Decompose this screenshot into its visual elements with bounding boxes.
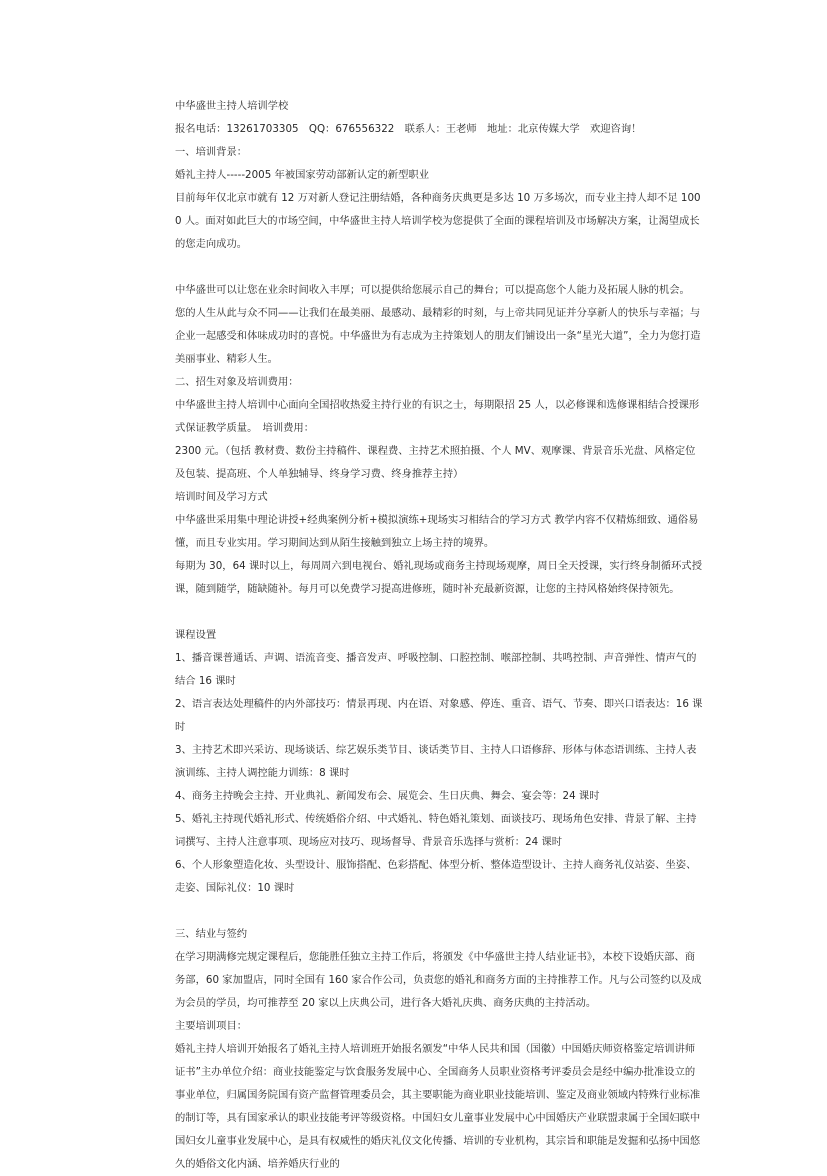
course-item: 2、语言表达处理稿件的内外部技巧：情景再现、内在语、对象感、停连、重音、语气、节奏、即兴口语表达：16 课时 [175, 698, 703, 733]
school-name: 中华盛世主持人培训学校 [175, 100, 289, 112]
enrollment-subtitle: 培训时间及学习方式 [175, 491, 268, 503]
background-para-3: 中华盛世可以让您在业余时间收入丰厚；可以提供给您展示自己的舞台；可以提高您个人能力及拓展人脉的机会。 [175, 284, 690, 296]
section-title-background: 一、培训背景： [175, 146, 248, 158]
background-para-4: 您的人生从此与众不同——让我们在最美丽、最感动、最精彩的时刻，与上帝共同见证并分享新人的快乐与幸福；与企业一起感受和体味成功时的喜悦。中华盛世为有志成为主持策划人的朋友们铺设出一条“星光大道”，全力为您打造美丽事业、精彩人生。 [175, 307, 701, 365]
section-title-graduation: 三、结业与签约 [175, 928, 248, 940]
course-title: 课程设置 [175, 629, 217, 641]
contact-line: 报名电话：13261703305 QQ：676556322 联系人：王老师 地址：北京传媒大学 欢迎咨询！ [175, 123, 642, 135]
graduation-para-2: 婚礼主持人培训开始报名了婚礼主持人培训班开始报名颁发“中华人民共和国（国徽）中国婚庆师资格鉴定培训讲师证书”主办单位介绍：商业技能鉴定与饮食服务发展中心、全国商务人员职业资格考评委员会是经中编办批准设立的事业单位，归属国务院国有资产监督管理委员会，其主要职能为商业职业技能培训、鉴定及商业领域内特殊行业标准的制订等，具有国家承认的职业技能考评等级资格。中国妇女儿童事业发展中心中国婚庆产业联盟隶属于全国妇联中国妇女儿童事业发展中心，是具有权威性的婚庆礼仪文化传播、培训的专业机构，其宗旨和职能是发掘和弘扬中国悠久的婚俗文化内涵、培养婚庆行业的 [175, 1043, 701, 1170]
course-item: 3、主持艺术即兴采访、现场谈话、综艺娱乐类节目、谈话类节目、主持人口语修辞、形体与体态语训练、主持人表演训练、主持人调控能力训练：8 课时 [175, 744, 697, 779]
section-title-enrollment: 二、招生对象及培训费用： [175, 376, 299, 388]
enrollment-para-2: 2300 元。（包括 教材费、数份主持稿件、课程费、主持艺术照拍摄、个人 MV、观摩课、背景音乐光盘、风格定位及包装、提高班、个人单独辅导、终身学习费、终身推荐主持） [175, 445, 696, 480]
course-item: 4、商务主持晚会主持、开业典礼、新闻发布会、展览会、生日庆典、舞会、宴会等：24 课时 [175, 790, 600, 802]
document-page [175, 95, 705, 1176]
graduation-subtitle: 主要培训项目： [175, 1020, 248, 1032]
graduation-para-1: 在学习期满修完规定课程后，您能胜任独立主持工作后，将颁发《中华盛世主持人结业证书》，本校下设婚庆部、商务部，60 家加盟店，同时全国有 160 家合作公司，负责您的婚礼和商务方面的主持推荐工作。凡与公司签约以及成为会员的学员，均可推荐至 20 家以上庆典公司，进行各大婚礼庆典、商务庆典的主持活动。 [175, 951, 702, 1009]
spacer [175, 601, 705, 624]
spacer [175, 900, 705, 923]
course-item: 6、个人形象塑造化妆、头型设计、服饰搭配、色彩搭配、体型分析、整体造型设计、主持人商务礼仪站姿、坐姿、走姿、国际礼仪：10 课时 [175, 859, 697, 894]
course-item: 1、播音课普通话、声调、语流音变、播音发声、呼吸控制、口腔控制、喉部控制、共鸣控制、声音弹性、情声气的结合 16 课时 [175, 652, 697, 687]
enrollment-para-1: 中华盛世主持人培训中心面向全国招收热爱主持行业的有识之士，每期限招 25 人，以必修课和选修课相结合授课形式保证教学质量。 培训费用： [175, 399, 700, 434]
course-item: 5、婚礼主持现代婚礼形式、传统婚俗介绍、中式婚礼、特色婚礼策划、面谈技巧、现场角色安排、背景了解、主持词撰写、主持人注意事项、现场应对技巧、现场督导、背景音乐选择与赏析：24 课时 [175, 813, 697, 848]
enrollment-para-4: 每期为 30，64 课时以上，每周周六到电视台、婚礼现场或商务主持现场观摩，周日全天授课，实行终身制循环式授课，随到随学，随缺随补。每月可以免费学习提高进修班，随时补充最新资源，让您的主持风格始终保持领先。 [175, 560, 702, 595]
enrollment-para-3: 中华盛世采用集中理论讲授+经典案例分析+模拟演练+现场实习相结合的学习方式 教学内容不仅精炼细致、通俗易懂，而且专业实用。学习期间达到从陌生接触到独立上场主持的境界。 [175, 514, 699, 549]
background-para-1: 婚礼主持人-----2005 年被国家劳动部新认定的新型职业 [175, 169, 429, 181]
background-para-2: 目前每年仅北京市就有 12 万对新人登记注册结婚，各种商务庆典更是多达 10 万多场次，而专业主持人却不足 1000 人。面对如此巨大的市场空间，中华盛世主持人培训学校为您提供了全面的课程培训及市场解决方案，让渴望成长的您走向成功。 [175, 192, 701, 250]
spacer [175, 256, 705, 279]
